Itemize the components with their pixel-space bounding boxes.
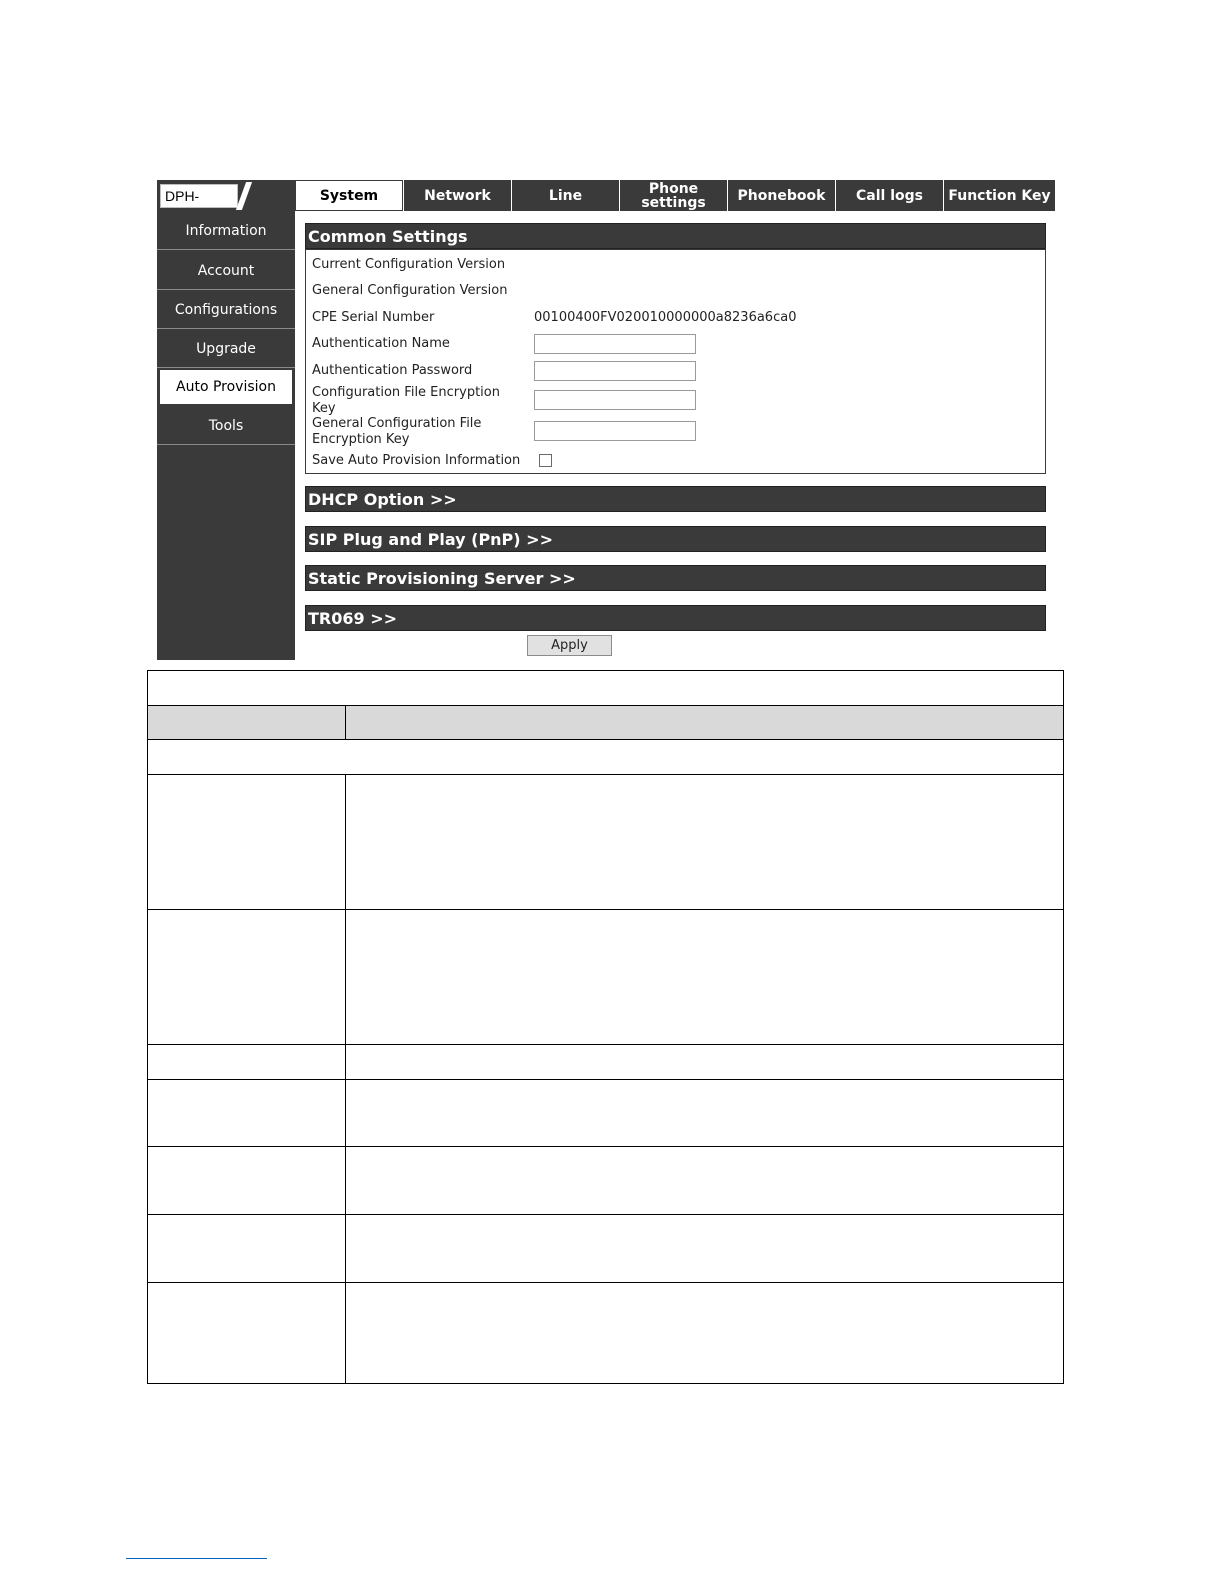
column-divider [345, 1147, 346, 1214]
field-label-general-config-file-encryption-key: General Configuration File Encryption Key [312, 416, 482, 447]
common-settings-header: Common Settings [305, 223, 1046, 249]
authentication-name-input[interactable] [534, 334, 696, 354]
field-label-current-config-version: Current Configuration Version [312, 257, 506, 272]
field-label-authentication-password: Authentication Password [312, 363, 473, 378]
field-label-general-config-version: General Configuration Version [312, 283, 508, 298]
field-label-cpe-serial-number: CPE Serial Number [312, 310, 435, 325]
field-label-save-auto-provision-info: Save Auto Provision Information [312, 453, 521, 468]
sidebar-item-information[interactable]: Information [157, 212, 295, 250]
table-row [148, 1283, 1063, 1383]
brand-area [157, 180, 295, 211]
column-divider [345, 910, 346, 1044]
tr069-section[interactable]: TR069 >> [305, 605, 1046, 631]
config-file-encryption-key-input[interactable] [534, 390, 696, 410]
table-row [148, 1147, 1063, 1215]
footnote-link-underline [126, 1558, 267, 1559]
brand-slash-decoration [236, 182, 252, 210]
column-divider [345, 1283, 346, 1383]
apply-button[interactable]: Apply [527, 635, 612, 656]
table-row [148, 910, 1063, 1045]
common-settings-panel [305, 249, 1046, 474]
sidebar-item-configurations[interactable]: Configurations [157, 291, 295, 329]
column-divider [345, 1215, 346, 1282]
table-row [148, 1080, 1063, 1147]
dhcp-option-section[interactable]: DHCP Option >> [305, 486, 1046, 512]
cpe-serial-number-value: 00100400FV020010000000a8236a6ca0 [534, 310, 797, 325]
sidebar-item-tools[interactable]: Tools [157, 407, 295, 445]
tab-phonebook[interactable]: Phonebook [727, 180, 835, 211]
sip-pnp-section[interactable]: SIP Plug and Play (PnP) >> [305, 526, 1046, 552]
column-divider [345, 775, 346, 909]
table-row [148, 1045, 1063, 1080]
device-model-logo: DPH- [160, 184, 238, 208]
tab-phone-settings[interactable]: Phone settings [619, 180, 727, 211]
device-web-ui [157, 180, 1055, 660]
field-label-config-file-encryption-key: Configuration File Encryption Key [312, 385, 500, 416]
sidebar [157, 211, 295, 660]
field-label-authentication-name: Authentication Name [312, 336, 450, 351]
sidebar-item-account[interactable]: Account [157, 252, 295, 290]
column-divider [345, 706, 346, 739]
tab-function-key[interactable]: Function Key [943, 180, 1055, 211]
tab-line[interactable]: Line [511, 180, 619, 211]
general-config-file-encryption-key-input[interactable] [534, 421, 696, 441]
table-title-row [148, 671, 1063, 706]
sidebar-item-upgrade[interactable]: Upgrade [157, 330, 295, 368]
table-row [148, 1215, 1063, 1283]
table-section-row [148, 740, 1063, 775]
column-divider [345, 1045, 346, 1079]
authentication-password-input[interactable] [534, 361, 696, 381]
static-provisioning-server-section[interactable]: Static Provisioning Server >> [305, 565, 1046, 591]
table-row [148, 775, 1063, 910]
save-auto-provision-info-checkbox[interactable] [539, 454, 552, 467]
column-divider [345, 1080, 346, 1146]
top-navigation [157, 180, 1055, 211]
table-header-row [148, 706, 1063, 740]
tab-call-logs[interactable]: Call logs [835, 180, 943, 211]
tab-system[interactable]: System [295, 180, 403, 211]
sidebar-item-auto-provision[interactable]: Auto Provision [158, 368, 294, 406]
tab-network[interactable]: Network [403, 180, 511, 211]
parameter-description-table [147, 670, 1064, 1384]
